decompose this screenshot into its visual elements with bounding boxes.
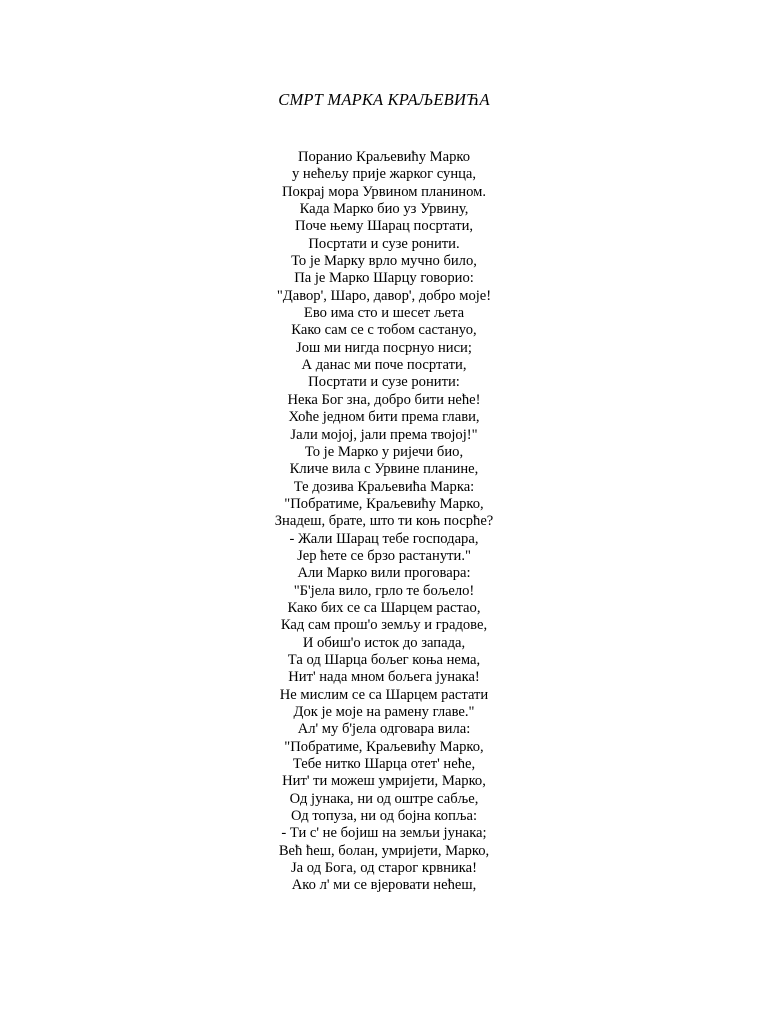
poem-line: Знадеш, брате, што ти коњ посрће? bbox=[274, 513, 494, 530]
poem-line: - Жали Шарац тебе господара, bbox=[289, 530, 479, 547]
poem-title: СМРТ МАРКА КРАЉЕВИЋА bbox=[278, 90, 490, 109]
poem-line: "Побратиме, Краљевићу Марко, bbox=[284, 738, 484, 755]
poem-line: Већ ћеш, болан, умријети, Марко, bbox=[278, 842, 490, 859]
poem-line: Кад сам прош'о земљу и градове, bbox=[280, 617, 488, 634]
poem-line: Те дозива Краљевића Марка: bbox=[293, 478, 475, 495]
poem-line: Ако л' ми се вјеровати нећеш, bbox=[291, 877, 477, 894]
poem-line: Ево има сто и шесет љета bbox=[303, 305, 465, 322]
poem-line: Не мислим се са Шарцем растати bbox=[279, 686, 489, 703]
poem-line: А данас ми поче посртати, bbox=[301, 357, 467, 374]
poem-line: Нит' нада мном бољега јунака! bbox=[288, 669, 480, 686]
poem-line: Од јунака, ни од оштре сабље, bbox=[289, 790, 479, 807]
poem-line: Ја од Бога, од старог крвника! bbox=[291, 860, 477, 877]
poem-line: Тебе нитко Шарца отет' неће, bbox=[292, 756, 476, 773]
poem-line: Када Марко био уз Урвину, bbox=[299, 201, 469, 218]
poem-line: Па је Марко Шарцу говорио: bbox=[294, 270, 474, 287]
poem-line: Поранио Краљевићу Марко bbox=[297, 149, 471, 165]
poem-line: "Давор', Шаро, давор', добро моје! bbox=[276, 287, 492, 304]
poem-line: Али Марко вили проговара: bbox=[297, 565, 471, 582]
poem-line: "Побратиме, Краљевићу Марко, bbox=[284, 495, 484, 512]
poem-line: Поче њему Шарац посртати, bbox=[294, 218, 474, 235]
poem-line: То је Марку врло мучно било, bbox=[291, 253, 477, 270]
poem-line: Ал' му б'јела одговара вила: bbox=[297, 721, 471, 738]
poem-line: То је Марко у ријечи био, bbox=[304, 443, 464, 460]
poem-line: Посртати и сузе ронити. bbox=[308, 235, 460, 252]
poem-line: "Б'јела вило, грло те бољело! bbox=[293, 582, 475, 599]
poem-line: Док је моје на рамену главе." bbox=[293, 704, 475, 720]
poem-line: у нећељу прије жарког сунца, bbox=[291, 166, 477, 183]
poem-line: Хоће једном бити према глави, bbox=[288, 409, 480, 426]
poem-line: Нека Бог зна, добро бити неће! bbox=[287, 391, 481, 408]
poem-line: Посртати и сузе ронити: bbox=[308, 374, 460, 391]
poem-line: И обиш'о исток до запада, bbox=[302, 634, 466, 651]
poem-line: Како сам се с тобом састануо, bbox=[291, 322, 477, 339]
poem-line: Још ми нигда посрнуо ниси; bbox=[296, 339, 472, 356]
poem-line: Кличе вила с Урвине планине, bbox=[289, 461, 479, 478]
poem-line: Како бих се са Шарцем растао, bbox=[287, 599, 481, 616]
poem-line: Та од Шарца бољег коња нема, bbox=[287, 651, 481, 668]
poem-line: Јер ћете се брзо растанути." bbox=[297, 547, 471, 564]
poem-line: Покрај мора Урвином планином. bbox=[281, 183, 487, 200]
poem-line: Од топуза, ни од бојна копља: bbox=[290, 808, 478, 825]
poem-line: - Ти с' не бојиш на земљи јунака; bbox=[281, 825, 487, 842]
poem-body bbox=[0, 149, 768, 895]
poem-line: Јали мојој, јали према твојој!" bbox=[290, 426, 478, 443]
poem-line: Нит' ти можеш умријети, Марко, bbox=[282, 773, 486, 790]
